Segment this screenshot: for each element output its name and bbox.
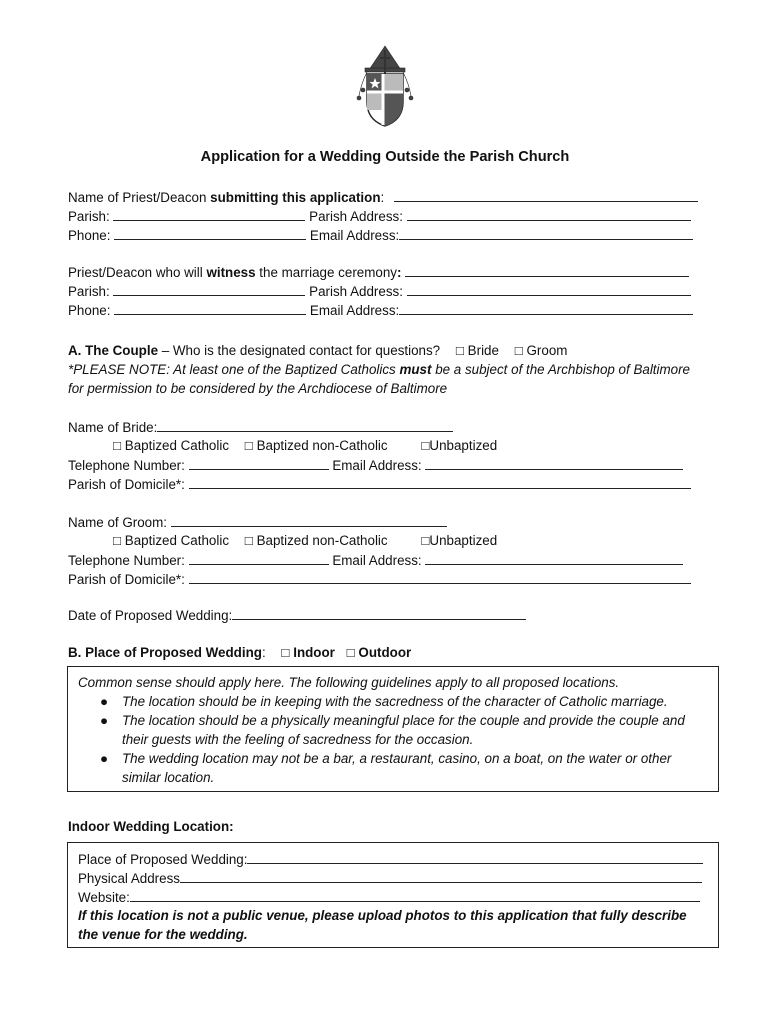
groom-baptized-non-catholic-checkbox[interactable]: □ Baptized non-Catholic — [244, 533, 388, 548]
officiant-phone-line — [68, 225, 718, 244]
guideline-item — [100, 692, 708, 711]
page-title: Application for a Wedding Outside the Parish Church — [200, 149, 570, 165]
witness-parish-label: Parish: — [68, 284, 110, 299]
witness-label-colon: : — [396, 265, 402, 280]
witness-parish-address-label: Parish Address: — [309, 284, 403, 299]
witness-label-suffix: the marriage ceremony — [255, 265, 397, 280]
submitter-label-suffix: : — [380, 190, 385, 205]
guideline-text: The location should be in keeping with the sacredness of the character of Catholic marriage. — [122, 694, 668, 709]
guideline-text: The wedding location may not be a bar, a restaurant, casino, on a boat, on the water or other similar location. — [122, 751, 672, 785]
officiant-email-label: Email Address: — [309, 228, 400, 243]
indoor-address-field[interactable] — [180, 868, 702, 883]
place-heading: B. Place of Proposed Wedding — [68, 645, 262, 660]
groom-baptized-catholic-checkbox[interactable]: □ Baptized Catholic — [113, 533, 230, 548]
couple-contact-line — [68, 341, 718, 360]
indoor-location-box — [67, 842, 719, 948]
submitter-line — [68, 187, 718, 206]
officiant-parish-line — [68, 206, 718, 225]
guidelines-intro: Common sense should apply here. The following guidelines apply to all proposed locations. — [78, 675, 620, 690]
indoor-place-field[interactable] — [247, 849, 703, 864]
submitter-label-bold: submitting this application — [210, 190, 381, 205]
witness-label-prefix: Priest/Deacon who will — [68, 265, 207, 280]
witness-email-field[interactable] — [399, 300, 693, 315]
shield-icon — [367, 74, 403, 126]
indoor-checkbox[interactable]: □ Indoor — [281, 645, 335, 660]
place-section — [68, 643, 718, 662]
wedding-date-section — [68, 605, 718, 624]
witness-phone-field[interactable] — [114, 300, 306, 315]
witness-name-field[interactable] — [405, 262, 689, 277]
wedding-date-field[interactable] — [232, 605, 526, 620]
witness-parish-line — [68, 281, 718, 300]
groom-domicile-label: Parish of Domicile*: — [68, 572, 185, 587]
officiant-parish-address-field[interactable] — [407, 206, 691, 221]
witness-section — [68, 262, 718, 319]
groom-unbaptized-checkbox[interactable]: □Unbaptized — [421, 533, 498, 548]
witness-parish-address-field[interactable] — [407, 281, 691, 296]
groom-name-label: Name of Groom: — [68, 515, 167, 530]
guidelines-box — [67, 666, 719, 792]
witness-line — [68, 262, 718, 281]
bullet-icon: ● — [100, 713, 109, 728]
bullet-icon: ● — [100, 751, 109, 766]
submitter-label-prefix: Name of Priest/Deacon — [68, 190, 211, 205]
couple-note-bold: must — [399, 362, 432, 377]
indoor-address-line — [78, 868, 708, 887]
indoor-website-line — [78, 887, 708, 906]
groom-domicile-field[interactable] — [189, 569, 691, 584]
bride-email-label: Email Address: — [332, 458, 422, 473]
bride-telephone-field[interactable] — [189, 455, 329, 470]
bride-baptized-non-catholic-checkbox[interactable]: □ Baptized non-Catholic — [244, 438, 388, 453]
groom-contact-line — [68, 550, 718, 569]
bride-baptism-options — [68, 436, 718, 455]
groom-telephone-field[interactable] — [189, 550, 329, 565]
submitter-name-field[interactable] — [394, 187, 698, 202]
bride-section — [68, 417, 718, 493]
bride-domicile-label: Parish of Domicile*: — [68, 477, 185, 492]
bride-baptized-catholic-checkbox[interactable]: □ Baptized Catholic — [113, 438, 230, 453]
officiant-email-field[interactable] — [399, 225, 693, 240]
couple-contact-question: – Who is the designated contact for questions? — [158, 343, 441, 358]
groom-baptism-options — [68, 531, 718, 550]
bride-contact-checkbox[interactable]: □ Bride — [455, 343, 499, 358]
couple-note-suffix: be a subject of the Archbishop of Baltimore — [431, 362, 691, 377]
indoor-place-line — [78, 849, 708, 868]
witness-email-label: Email Address: — [309, 303, 400, 318]
place-heading-colon: : — [261, 645, 266, 660]
bride-contact-line — [68, 455, 718, 474]
indoor-address-label: Physical Address — [78, 871, 180, 886]
bride-domicile-line — [68, 474, 718, 493]
witness-label-bold: witness — [206, 265, 256, 280]
guidelines-list — [78, 692, 708, 787]
indoor-website-label: Website: — [78, 890, 130, 905]
archdiocese-crest-logo — [355, 44, 415, 128]
groom-name-field[interactable] — [171, 512, 447, 527]
groom-telephone-label: Telephone Number: — [68, 553, 185, 568]
groom-domicile-line — [68, 569, 718, 588]
couple-heading: A. The Couple — [68, 343, 159, 358]
groom-section — [68, 512, 718, 588]
groom-name-line — [68, 512, 718, 531]
groom-contact-checkbox[interactable]: □ Groom — [514, 343, 568, 358]
officiant-parish-field[interactable] — [113, 206, 305, 221]
guideline-item — [100, 711, 708, 749]
officiant-parish-address-label: Parish Address: — [309, 209, 403, 224]
indoor-website-field[interactable] — [130, 887, 700, 902]
bride-unbaptized-checkbox[interactable]: □Unbaptized — [421, 438, 498, 453]
bride-telephone-label: Telephone Number: — [68, 458, 185, 473]
bride-name-line — [68, 417, 718, 436]
bride-domicile-field[interactable] — [189, 474, 691, 489]
outdoor-checkbox[interactable]: □ Outdoor — [346, 645, 412, 660]
bride-name-label: Name of Bride: — [68, 420, 158, 435]
witness-parish-field[interactable] — [113, 281, 305, 296]
guideline-text: The location should be a physically meaningful place for the couple and provide the couple and their guests with the feeling of sacredness for the occasion. — [122, 713, 685, 747]
indoor-heading: Indoor Wedding Location: — [68, 819, 234, 834]
witness-phone-line — [68, 300, 718, 319]
guideline-item — [100, 749, 708, 787]
officiant-parish-label: Parish: — [68, 209, 110, 224]
couple-note-line-2: for permission to be considered by the Archdiocese of Baltimore — [68, 381, 448, 396]
groom-email-field[interactable] — [425, 550, 683, 565]
bride-name-field[interactable] — [157, 417, 453, 432]
witness-phone-label: Phone: — [68, 303, 111, 318]
indoor-photo-note: If this location is not a public venue, please upload photos to this application that fully describe the venue for the wedding. — [78, 908, 687, 942]
groom-email-label: Email Address: — [332, 553, 422, 568]
couple-note-line-1 — [68, 360, 718, 379]
indoor-place-label: Place of Proposed Wedding: — [78, 852, 248, 867]
couple-note-prefix: *PLEASE NOTE: At least one of the Baptized Catholics — [68, 362, 400, 377]
couple-section — [68, 341, 718, 398]
officiant-section — [68, 187, 718, 244]
officiant-phone-label: Phone: — [68, 228, 111, 243]
officiant-phone-field[interactable] — [114, 225, 306, 240]
wedding-date-label: Date of Proposed Wedding: — [68, 608, 233, 623]
bride-email-field[interactable] — [425, 455, 683, 470]
bullet-icon: ● — [100, 694, 109, 709]
